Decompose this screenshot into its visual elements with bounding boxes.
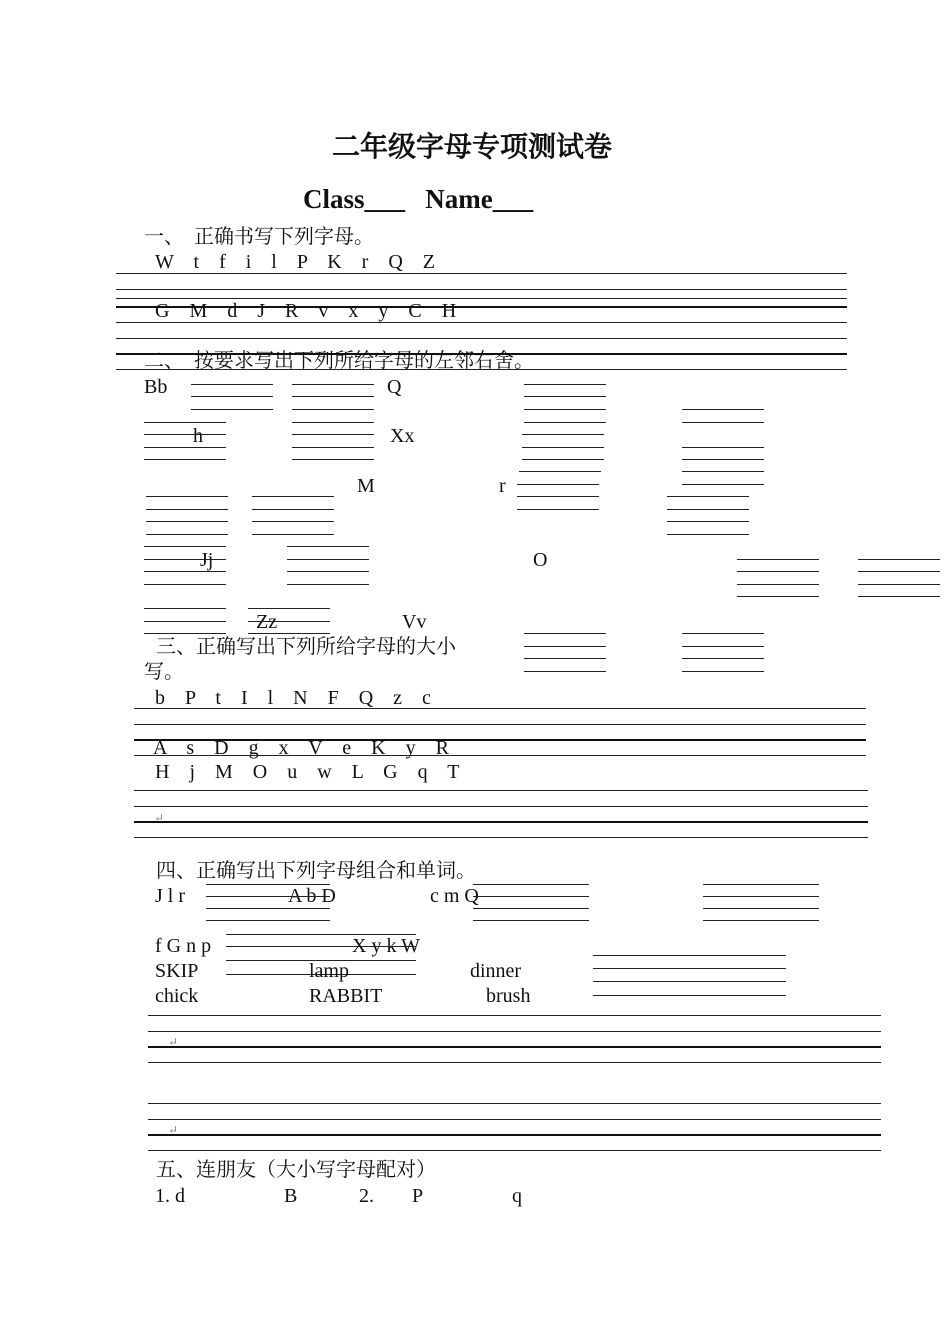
letter-xx: Xx — [390, 425, 415, 447]
section3-row3: H j M O u w L G q T — [155, 761, 460, 783]
letter-h: h — [193, 425, 203, 447]
item-chick: chick — [155, 985, 199, 1007]
writing-line — [116, 298, 847, 299]
section1-heading: 一、 正确书写下列字母。 — [144, 226, 374, 248]
section3-heading-cont: 写。 — [144, 661, 184, 683]
letter-zz: Zz — [256, 611, 278, 633]
return-mark: ↵ — [168, 1035, 179, 1049]
section1-row2: G M d J R v x y C H — [155, 300, 457, 322]
item-brush: brush — [486, 985, 531, 1007]
q2-left: P — [412, 1185, 424, 1207]
writing-line — [116, 273, 847, 274]
section4-heading: 四、正确写出下列字母组合和单词。 — [156, 860, 476, 882]
q2-number: 2. — [359, 1185, 374, 1207]
item-skip: SKIP — [155, 960, 199, 982]
letter-r: r — [499, 475, 506, 497]
section3-heading: 三、正确写出下列所给字母的大小 — [156, 636, 456, 658]
item-lamp: lamp — [309, 960, 349, 982]
letter-o: O — [533, 549, 548, 571]
item-abd: A b D — [288, 885, 336, 907]
writing-line — [116, 338, 847, 339]
writing-line — [116, 322, 847, 323]
section3-row1: b P t I l N F Q z c — [155, 687, 431, 709]
return-mark: ↵ — [154, 811, 165, 825]
section3-row2: A s D g x V e K y R — [153, 737, 449, 759]
letter-jj: Jj — [200, 549, 214, 571]
section5-heading: 五、连朋友（大小写字母配对） — [156, 1159, 436, 1181]
item-fgnp: f G n p — [155, 935, 212, 957]
item-cmq: c m Q — [430, 885, 479, 907]
item-rabbit: RABBIT — [309, 985, 383, 1007]
letter-bb: Bb — [144, 376, 168, 398]
item-dinner: dinner — [470, 960, 522, 982]
writing-baseline — [116, 306, 847, 308]
return-mark: ↵ — [168, 1123, 179, 1137]
class-name-line: Class___ Name___ — [303, 184, 534, 214]
q1-number: 1. d — [155, 1185, 185, 1207]
letter-m: M — [357, 475, 375, 497]
page-title: 二年级字母专项测试卷 — [332, 132, 613, 163]
item-jlr: J l r — [155, 885, 185, 907]
letter-q: Q — [387, 376, 402, 398]
q2-match: q — [512, 1185, 522, 1207]
item-xykw: X y k W — [352, 935, 420, 957]
q1-match: B — [284, 1185, 298, 1207]
letter-vv: Vv — [402, 611, 427, 633]
writing-line — [116, 289, 847, 290]
section2-heading: 二、 按要求写出下列所给字母的左邻右舍。 — [144, 350, 534, 372]
section1-row1: W t f i l P K r Q Z — [155, 251, 435, 273]
